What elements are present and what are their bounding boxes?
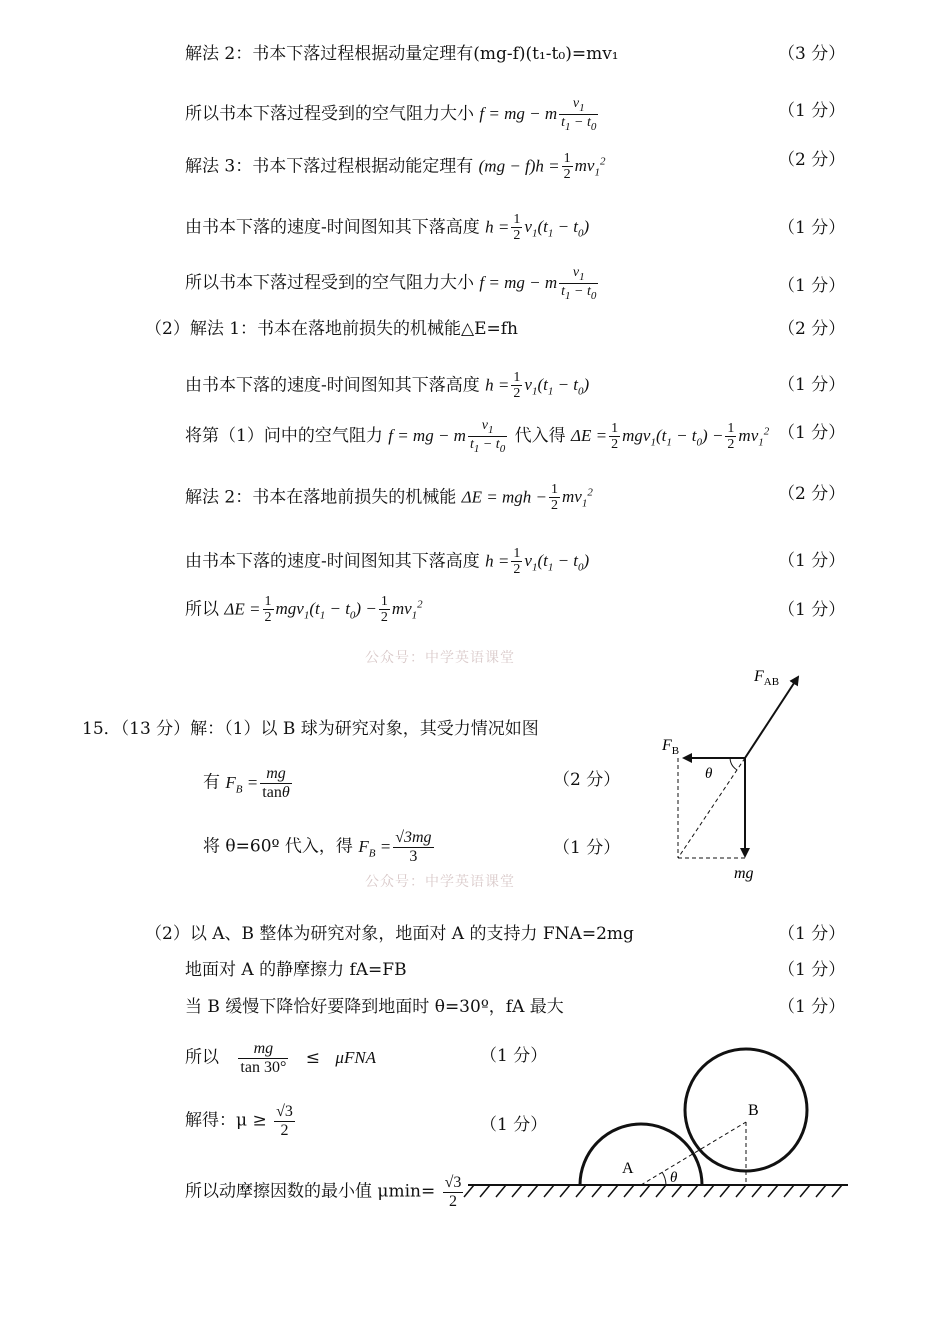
fraction: $\frac{√3}{2}$: [444, 1174, 462, 1210]
part2-sol2-line: [185, 482, 593, 514]
score: （2 分）: [553, 770, 621, 790]
formula: ΔE =: [224, 599, 261, 619]
score: （1 分）: [553, 838, 621, 858]
score: （1 分）: [778, 276, 846, 296]
fraction: $\frac{1}{2}$: [380, 594, 388, 626]
q15-heading: 15．（13 分）解：（1）以 B 球为研究对象，其受力情况如图: [82, 719, 539, 739]
fraction: $\frac{1}{2}$: [513, 370, 521, 402]
substitute-theta-line: [203, 829, 436, 865]
force-fab-arrow: [745, 677, 798, 758]
part2-sol1-line: （2）解法 1：书本在落地前损失的机械能△E=fh: [145, 319, 519, 339]
angle-arc: [662, 1172, 666, 1185]
score: （1 分）: [778, 551, 846, 571]
sol3-energy-line: [185, 151, 605, 183]
score: （1 分）: [778, 423, 846, 443]
fraction: $\frac{1}{2}$: [727, 420, 735, 452]
watermark: 公众号：中学英语课堂: [365, 874, 515, 890]
line-text: 所以书本下落过程受到的空气阻力大小: [185, 103, 474, 124]
q15-p2-line3: 当 B 缓慢下降恰好要降到地面时 θ=30º，fA 最大: [185, 997, 564, 1017]
formula: $v_1(t_1 - t_0)$: [524, 551, 590, 574]
formula: h =: [485, 551, 510, 571]
formula: (mg − f)h =: [478, 156, 560, 176]
relation: ≤: [305, 1047, 321, 1068]
label-b: B: [748, 1102, 759, 1119]
spheres-diagram: [460, 1025, 855, 1205]
line-text: 解得：μ ≥: [185, 1110, 267, 1131]
mu-result-line: [185, 1103, 297, 1139]
substitute-line: [185, 418, 769, 455]
label-theta: θ: [705, 766, 713, 782]
sol2-momentum-line: 解法 2：书本下落过程根据动量定理有(mg-f)(t₁-t₀)=mv₁: [185, 44, 619, 64]
watermark: 公众号：中学英语课堂: [365, 650, 515, 666]
result-line: [185, 594, 423, 626]
fraction: $\frac{√3mg}{3}$: [395, 829, 432, 865]
air-resistance-line: [185, 265, 600, 302]
formula: h =: [485, 375, 510, 395]
line-text: 所以书本下落过程受到的空气阻力大小: [185, 272, 474, 293]
formula: $v_1(t_1 - t_0)$: [524, 217, 590, 240]
score: （1 分）: [778, 960, 846, 980]
ground-hatch: [464, 1185, 842, 1197]
line-text: 代入得: [514, 425, 566, 446]
score: （1 分）: [778, 218, 846, 238]
formula: $mv_1^2$: [738, 425, 770, 449]
label-mg: mg: [734, 865, 754, 882]
score: （1 分）: [778, 101, 846, 121]
angle-arc: [730, 758, 737, 770]
formula-f: f = mg − m: [388, 425, 466, 445]
formula: $F_B$ =: [358, 836, 392, 859]
score: （1 分）: [778, 997, 846, 1017]
fraction: $\frac{√3}{2}$: [276, 1103, 293, 1139]
fraction: $\frac{1}{2}$: [513, 546, 521, 578]
score: （2 分）: [778, 484, 846, 504]
line-text: 所以: [185, 1047, 219, 1068]
mu-min-line: [185, 1174, 465, 1210]
line-text: 所以: [185, 599, 219, 620]
score: （1 分）: [778, 924, 846, 944]
formula: ΔE = mgh −: [461, 487, 547, 507]
formula: h =: [485, 217, 510, 237]
fraction: $\frac{mg}{\tan 30^\circ}$: [240, 1040, 287, 1076]
q15-p2-line1: （2）以 A、B 整体为研究对象，地面对 A 的支持力 FNA=2mg: [145, 924, 634, 944]
fraction: $\frac{1}{2}$: [611, 420, 619, 452]
height-line: [185, 212, 589, 244]
force-diagram: [640, 655, 820, 890]
label-a: A: [622, 1160, 634, 1177]
score: （1 分）: [778, 600, 846, 620]
fraction: $\frac{v_1}{t_1 - t_0}$: [561, 96, 597, 133]
formula: $mv_1^2$: [574, 155, 606, 179]
height-line: [185, 370, 589, 402]
fraction: $\frac{v_1}{t_1 - t_0}$: [561, 265, 597, 302]
inequality-line: [185, 1040, 376, 1076]
fraction: $\frac{v_1}{t_1 - t_0}$: [469, 418, 506, 455]
formula-f: f = mg − m: [479, 103, 558, 123]
label-theta: θ: [670, 1170, 678, 1186]
fraction: $\frac{mg}{\tan\theta}$: [262, 765, 290, 801]
formula: $mv_1^2$: [391, 598, 423, 622]
air-resistance-line: [185, 96, 600, 133]
line-text: 所以动摩擦因数的最小值 μmin=: [185, 1181, 436, 1202]
formula: ΔE =: [571, 425, 608, 445]
fraction: $\frac{1}{2}$: [513, 212, 521, 244]
line-text: 由书本下落的速度-时间图知其下落高度: [185, 551, 480, 572]
formula: $v_1(t_1 - t_0)$: [524, 375, 590, 398]
q15-p2-line2: 地面对 A 的静摩擦力 fA=FB: [185, 960, 407, 980]
label-fb: $F_B$: [662, 737, 680, 757]
score: （1 分）: [778, 375, 846, 395]
line-text: 由书本下落的速度-时间图知其下落高度: [185, 217, 480, 238]
line-text: 有: [203, 772, 220, 793]
fb-formula-line: [203, 765, 294, 801]
score: （2 分）: [778, 150, 846, 170]
formula: $F_B$ =: [225, 772, 259, 795]
height-line: [185, 546, 589, 578]
fraction: $\frac{1}{2}$: [550, 482, 558, 514]
formula: μFNA: [335, 1047, 377, 1067]
fraction: $\frac{1}{2}$: [264, 594, 272, 626]
formula: $mgv_1(t_1 - t_0)$ −: [622, 425, 724, 449]
score: （1 分）: [480, 1046, 548, 1066]
score: （1 分）: [480, 1115, 548, 1135]
line-text: 将 θ=60º 代入，得: [203, 836, 353, 857]
line-text: 将第（1）问中的空气阻力: [185, 425, 383, 446]
score: （2 分）: [778, 319, 846, 339]
formula: $mgv_1(t_1 - t_0)$ −: [275, 599, 377, 622]
hemisphere-a: [580, 1124, 702, 1185]
fraction: $\frac{1}{2}$: [563, 151, 571, 183]
line-text: 由书本下落的速度-时间图知其下落高度: [185, 375, 480, 396]
formula: $mv_1^2$: [561, 486, 593, 510]
score: （3 分）: [778, 44, 846, 64]
formula-f: f = mg − m: [479, 272, 558, 292]
label-fab: $F_{AB}$: [754, 668, 780, 688]
line-text: 解法 3：书本下落过程根据动能定理有: [185, 156, 474, 177]
line-text: 解法 2：书本在落地前损失的机械能: [185, 487, 457, 508]
